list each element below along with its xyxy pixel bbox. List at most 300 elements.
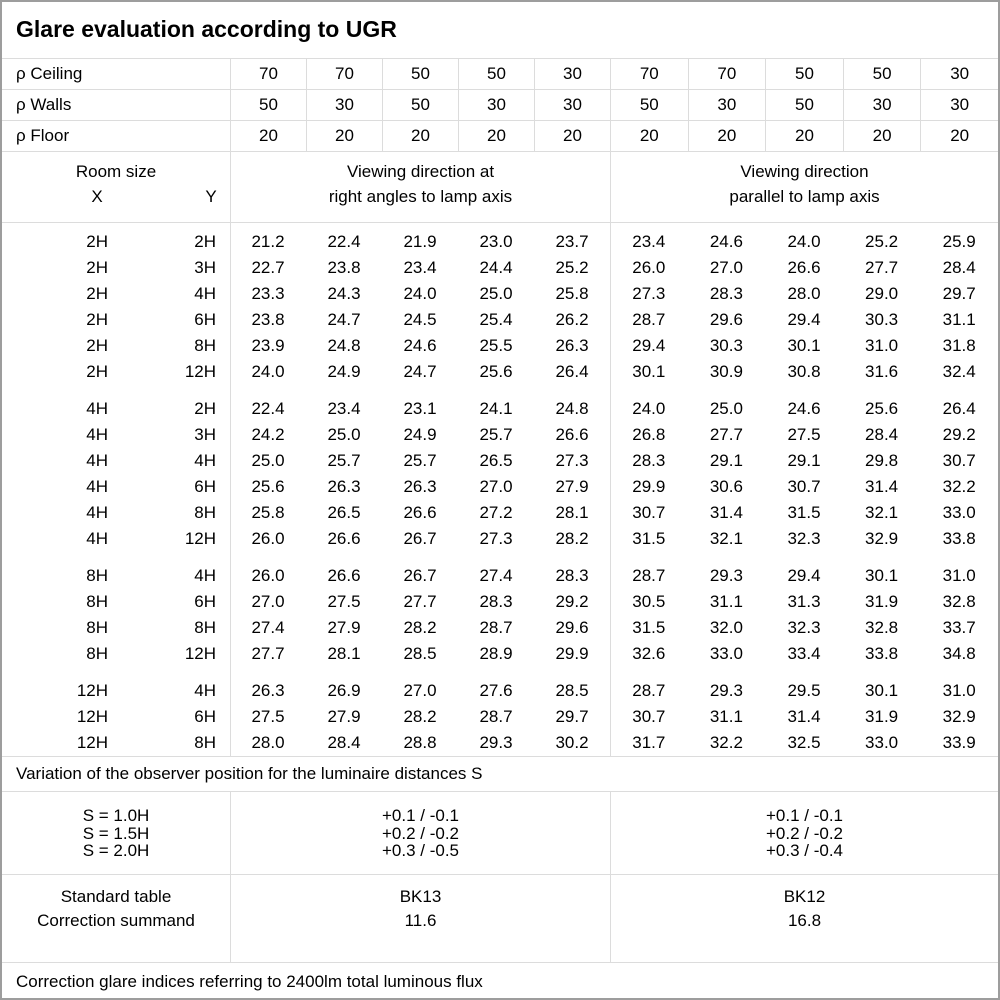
ugr-row	[2, 448, 998, 474]
ugr-value: 29.7	[555, 707, 589, 726]
s-right-angles-values	[230, 792, 610, 874]
reflectance-value: 20	[843, 121, 921, 151]
ugr-value: 33.8	[865, 644, 899, 663]
ugr-values-area	[2, 222, 998, 756]
ugr-row	[2, 307, 998, 333]
ugr-row	[2, 641, 998, 667]
ugr-value: 31.1	[709, 707, 743, 726]
room-x-value: 8H	[86, 592, 108, 611]
ugr-value: 29.2	[555, 592, 589, 611]
ugr-value: 27.5	[251, 707, 285, 726]
ugr-value: 29.5	[787, 681, 821, 700]
ugr-value: 28.5	[555, 681, 589, 700]
reflectance-value: 20	[688, 121, 766, 151]
ugr-value: 30.1	[787, 336, 821, 355]
reflectance-value: 20	[534, 121, 610, 151]
ugr-value: 27.6	[479, 681, 513, 700]
ugr-row	[2, 526, 998, 552]
reflectance-label: ρ Ceiling	[16, 64, 83, 83]
ugr-value: 30.7	[632, 707, 666, 726]
ugr-value: 22.4	[251, 399, 285, 418]
room-y-value: 8H	[194, 503, 216, 522]
ugr-value: 29.4	[787, 566, 821, 585]
ugr-value: 26.2	[555, 310, 589, 329]
reflectance-value: 20	[920, 121, 998, 151]
ugr-value: 25.0	[709, 399, 743, 418]
ugr-value: 28.7	[479, 618, 513, 637]
s-value: +0.1 / -0.1	[381, 806, 460, 825]
room-y-value: 4H	[194, 451, 216, 470]
room-y-value: 2H	[194, 232, 216, 251]
ugr-value: 24.6	[709, 232, 743, 251]
room-y-value: 2H	[194, 399, 216, 418]
ugr-value: 33.9	[942, 733, 976, 752]
reflectance-value: 50	[765, 59, 843, 89]
room-x-value: 12H	[76, 681, 108, 700]
ugr-value: 23.4	[403, 258, 437, 277]
ugr-value: 32.8	[942, 592, 976, 611]
ugr-value: 31.5	[632, 529, 666, 548]
room-y-value: 4H	[194, 284, 216, 303]
ugr-value: 26.6	[555, 425, 589, 444]
room-size-label: Room size	[75, 162, 157, 181]
ugr-value: 25.0	[327, 425, 361, 444]
room-x-value: 8H	[86, 566, 108, 585]
ugr-value: 26.5	[327, 503, 361, 522]
reflectance-value: 70	[610, 59, 688, 89]
ugr-value: 28.5	[403, 644, 437, 663]
ugr-value: 23.1	[403, 399, 437, 418]
reflectance-value: 20	[382, 121, 458, 151]
ugr-value: 26.0	[251, 566, 285, 585]
ugr-value: 26.8	[632, 425, 666, 444]
ugr-value: 29.8	[865, 451, 899, 470]
ugr-value: 33.7	[942, 618, 976, 637]
ugr-row	[2, 396, 998, 422]
reflectance-value: 30	[920, 90, 998, 120]
reflectance-value: 50	[843, 59, 921, 89]
ugr-value: 28.0	[251, 733, 285, 752]
ugr-value: 23.8	[251, 310, 285, 329]
ugr-value: 24.9	[327, 362, 361, 381]
ugr-value: 31.3	[787, 592, 821, 611]
ugr-value: 33.0	[709, 644, 743, 663]
ugr-value: 32.1	[865, 503, 899, 522]
ugr-value: 27.4	[479, 566, 513, 585]
table-header	[2, 151, 998, 222]
reflectance-value: 70	[688, 59, 766, 89]
ugr-row	[2, 500, 998, 526]
ugr-value: 23.4	[327, 399, 361, 418]
ugr-row	[2, 359, 998, 385]
s-value: +0.3 / -0.4	[765, 841, 844, 860]
room-x-value: 8H	[86, 618, 108, 637]
ugr-value: 31.8	[942, 336, 976, 355]
ugr-value: 30.1	[865, 566, 899, 585]
ugr-value: 32.9	[865, 529, 899, 548]
ugr-value: 32.1	[709, 529, 743, 548]
room-x-value: 2H	[86, 232, 108, 251]
s-value: +0.2 / -0.2	[765, 823, 844, 843]
reflectance-row	[2, 59, 998, 90]
ugr-value: 31.7	[632, 733, 666, 752]
s-labels-cell	[2, 792, 230, 874]
correction-summand-label: Correction summand	[37, 911, 195, 930]
standard-table-block	[2, 874, 998, 962]
room-x-value: 2H	[86, 336, 108, 355]
ugr-value: 28.3	[632, 451, 666, 470]
ugr-row	[2, 422, 998, 448]
ugr-value: 29.4	[787, 310, 821, 329]
ugr-value: 27.7	[403, 592, 437, 611]
ugr-row	[2, 730, 998, 756]
ugr-value: 28.3	[709, 284, 743, 303]
ugr-value: 29.6	[555, 618, 589, 637]
ugr-value: 23.3	[251, 284, 285, 303]
ugr-value: 27.5	[327, 592, 361, 611]
ugr-value: 30.2	[555, 733, 589, 752]
ugr-value: 34.8	[942, 644, 976, 663]
standard-parallel-values	[610, 875, 998, 962]
ugr-value: 22.7	[251, 258, 285, 277]
ugr-value: 22.4	[327, 232, 361, 251]
ugr-value: 31.5	[632, 618, 666, 637]
room-size-header	[2, 152, 230, 222]
ugr-value: 33.0	[942, 503, 976, 522]
ugr-value: 29.1	[787, 451, 821, 470]
reflectance-value: 30	[306, 90, 382, 120]
ugr-value: 25.6	[251, 477, 285, 496]
ugr-value: 27.9	[327, 618, 361, 637]
ugr-value: 28.0	[787, 284, 821, 303]
reflectance-value: 20	[458, 121, 534, 151]
ugr-value: 24.3	[327, 284, 361, 303]
ugr-value: 27.4	[251, 618, 285, 637]
ugr-value: 33.4	[787, 644, 821, 663]
ugr-value: 27.0	[709, 258, 743, 277]
ugr-value: 25.7	[479, 425, 513, 444]
reflectance-row	[2, 90, 998, 121]
ugr-value: 30.1	[865, 681, 899, 700]
reflectance-value: 50	[382, 90, 458, 120]
reflectance-value: 20	[765, 121, 843, 151]
ugr-value: 29.9	[555, 644, 589, 663]
ugr-value: 26.3	[251, 681, 285, 700]
ugr-value: 27.9	[327, 707, 361, 726]
reflectance-value: 30	[688, 90, 766, 120]
s-label: S = 1.0H	[82, 806, 150, 825]
ugr-value: 32.2	[942, 477, 976, 496]
ugr-value: 26.6	[327, 529, 361, 548]
ugr-value: 28.1	[327, 644, 361, 663]
reflectance-value: 30	[534, 59, 610, 89]
ugr-value: 27.9	[555, 477, 589, 496]
ugr-value: 25.6	[479, 362, 513, 381]
ugr-value: 29.2	[942, 425, 976, 444]
ugr-value: 31.0	[942, 681, 976, 700]
ugr-value: 30.7	[632, 503, 666, 522]
room-y-value: 4H	[194, 681, 216, 700]
ugr-value: 26.6	[403, 503, 437, 522]
ugr-value: 28.9	[479, 644, 513, 663]
ugr-value: 23.7	[555, 232, 589, 251]
room-y-value: 8H	[194, 336, 216, 355]
ugr-value: 24.8	[327, 336, 361, 355]
room-x-value: 4H	[86, 477, 108, 496]
standard-labels-cell	[2, 875, 230, 962]
room-x-value: 8H	[86, 644, 108, 663]
group-divider-line	[230, 223, 231, 756]
ugr-value: 33.8	[942, 529, 976, 548]
ugr-value: 29.4	[632, 336, 666, 355]
ugr-value: 30.3	[709, 336, 743, 355]
ugr-value: 27.7	[251, 644, 285, 663]
room-x-value: 4H	[86, 529, 108, 548]
ugr-value: 27.0	[479, 477, 513, 496]
ugr-row	[2, 474, 998, 500]
room-y-value: 6H	[194, 592, 216, 611]
ugr-value: 28.2	[403, 618, 437, 637]
ugr-value: 28.7	[632, 681, 666, 700]
room-y-value: 6H	[194, 707, 216, 726]
ugr-value: 29.1	[709, 451, 743, 470]
ugr-value: 26.7	[403, 529, 437, 548]
ugr-value: 23.4	[632, 232, 666, 251]
ugr-value: 27.3	[555, 451, 589, 470]
reflectance-value: 30	[458, 90, 534, 120]
ugr-value: 28.2	[403, 707, 437, 726]
room-x-value: 4H	[86, 503, 108, 522]
ugr-value: 24.7	[327, 310, 361, 329]
standard-table-value: BK13	[399, 887, 442, 906]
room-y-value: 12H	[184, 362, 216, 381]
variation-note: Variation of the observer position for the luminaire distances S	[2, 756, 998, 791]
ugr-value: 31.1	[942, 310, 976, 329]
ugr-value: 25.0	[479, 284, 513, 303]
right-angles-group-header	[230, 152, 610, 222]
reflectance-label: ρ Walls	[16, 95, 72, 114]
s-value: +0.3 / -0.5	[381, 841, 460, 860]
ugr-value: 24.6	[787, 399, 821, 418]
ugr-value: 30.7	[942, 451, 976, 470]
ugr-value: 31.5	[787, 503, 821, 522]
reflectance-value: 50	[610, 90, 688, 120]
ugr-value: 25.6	[865, 399, 899, 418]
ugr-value: 28.7	[632, 566, 666, 585]
ugr-value: 33.0	[865, 733, 899, 752]
room-y-value: 4H	[194, 566, 216, 585]
ugr-value: 29.3	[709, 566, 743, 585]
room-x-value: 2H	[86, 284, 108, 303]
ugr-value: 27.5	[787, 425, 821, 444]
s-label: S = 1.5H	[82, 823, 150, 843]
page-title: Glare evaluation according to UGR	[16, 16, 397, 42]
ugr-row	[2, 704, 998, 730]
ugr-row	[2, 563, 998, 589]
observer-variation-table	[2, 791, 998, 874]
ugr-value: 32.6	[632, 644, 666, 663]
ugr-value: 31.0	[865, 336, 899, 355]
ugr-value: 30.6	[709, 477, 743, 496]
ugr-value: 24.5	[403, 310, 437, 329]
ugr-value: 32.2	[709, 733, 743, 752]
ugr-value: 30.8	[787, 362, 821, 381]
ugr-value: 24.2	[251, 425, 285, 444]
ugr-value: 30.9	[709, 362, 743, 381]
room-y-value: 3H	[194, 258, 216, 277]
room-x-value: 12H	[76, 707, 108, 726]
ugr-value: 29.0	[865, 284, 899, 303]
ugr-value: 24.0	[251, 362, 285, 381]
ugr-value: 25.0	[251, 451, 285, 470]
ugr-value: 26.4	[942, 399, 976, 418]
ugr-value: 31.9	[865, 592, 899, 611]
ugr-value: 23.0	[479, 232, 513, 251]
ugr-value: 30.5	[632, 592, 666, 611]
correction-summand-value: 11.6	[404, 911, 437, 930]
ugr-value: 25.9	[942, 232, 976, 251]
group-divider-line	[610, 223, 611, 756]
room-y-value: 8H	[194, 618, 216, 637]
ugr-value: 28.7	[632, 310, 666, 329]
ugr-value: 25.2	[555, 258, 589, 277]
ugr-value: 31.6	[865, 362, 899, 381]
right-angles-header-line2: right angles to lamp axis	[328, 187, 513, 206]
standard-table-value: BK12	[783, 887, 826, 906]
ugr-value: 24.0	[787, 232, 821, 251]
ugr-value: 28.1	[555, 503, 589, 522]
ugr-value: 29.3	[479, 733, 513, 752]
ugr-value: 32.9	[942, 707, 976, 726]
ugr-value: 31.4	[709, 503, 743, 522]
ugr-value: 24.0	[403, 284, 437, 303]
reflectance-value: 70	[230, 59, 306, 89]
ugr-row	[2, 589, 998, 615]
parallel-header-line2: parallel to lamp axis	[729, 187, 880, 206]
s-parallel-values	[610, 792, 998, 874]
ugr-value: 27.2	[479, 503, 513, 522]
reflectance-value: 70	[306, 59, 382, 89]
ugr-value: 32.3	[787, 618, 821, 637]
reflectance-value: 50	[382, 59, 458, 89]
ugr-value: 26.9	[327, 681, 361, 700]
ugr-value: 26.6	[327, 566, 361, 585]
reflectance-value: 50	[765, 90, 843, 120]
ugr-value: 28.3	[479, 592, 513, 611]
ugr-value: 27.3	[479, 529, 513, 548]
ugr-value: 23.8	[327, 258, 361, 277]
standard-table-label: Standard table	[60, 887, 172, 906]
ugr-row	[2, 281, 998, 307]
ugr-value: 26.3	[403, 477, 437, 496]
ugr-value: 27.3	[632, 284, 666, 303]
ugr-value: 28.4	[327, 733, 361, 752]
room-x-value: 12H	[76, 733, 108, 752]
correction-summand-value: 16.8	[787, 911, 822, 930]
reflectance-value: 50	[230, 90, 306, 120]
room-y-value: 8H	[194, 733, 216, 752]
ugr-row	[2, 678, 998, 704]
ugr-value: 24.4	[479, 258, 513, 277]
ugr-value: 31.0	[942, 566, 976, 585]
ugr-rows	[2, 229, 998, 756]
ugr-value: 21.9	[403, 232, 437, 251]
ugr-value: 26.5	[479, 451, 513, 470]
ugr-value: 25.4	[479, 310, 513, 329]
ugr-value: 25.8	[555, 284, 589, 303]
ugr-value: 28.7	[479, 707, 513, 726]
footer-note: Correction glare indices referring to 2400lm total luminous flux	[2, 962, 998, 1000]
right-angles-header-line1: Viewing direction at	[346, 162, 495, 181]
ugr-value: 32.3	[787, 529, 821, 548]
ugr-block	[2, 563, 998, 667]
reflectance-value: 20	[306, 121, 382, 151]
ugr-value: 24.1	[479, 399, 513, 418]
standard-right-angles-values	[230, 875, 610, 962]
ugr-value: 25.7	[327, 451, 361, 470]
ugr-value: 32.8	[865, 618, 899, 637]
room-x-value: 2H	[86, 258, 108, 277]
ugr-value: 28.2	[555, 529, 589, 548]
y-axis-label: Y	[205, 187, 217, 206]
room-y-value: 3H	[194, 425, 216, 444]
ugr-value: 28.8	[403, 733, 437, 752]
reflectance-value: 30	[534, 90, 610, 120]
s-value: +0.2 / -0.2	[381, 823, 460, 843]
ugr-value: 26.3	[327, 477, 361, 496]
reflectance-row	[2, 121, 998, 151]
room-y-value: 12H	[184, 529, 216, 548]
ugr-value: 26.4	[555, 362, 589, 381]
ugr-value: 24.8	[555, 399, 589, 418]
parallel-group-header	[610, 152, 998, 222]
ugr-value: 28.3	[555, 566, 589, 585]
ugr-value: 29.3	[709, 681, 743, 700]
room-y-value: 6H	[194, 477, 216, 496]
ugr-value: 25.7	[403, 451, 437, 470]
ugr-value: 24.9	[403, 425, 437, 444]
reflectance-table	[2, 58, 998, 151]
ugr-row	[2, 615, 998, 641]
reflectance-value: 20	[230, 121, 306, 151]
reflectance-value: 30	[920, 59, 998, 89]
room-x-value: 4H	[86, 425, 108, 444]
ugr-value: 30.3	[865, 310, 899, 329]
ugr-value: 26.3	[555, 336, 589, 355]
room-x-value: 2H	[86, 310, 108, 329]
reflectance-label: ρ Floor	[16, 126, 70, 145]
room-x-value: 2H	[86, 362, 108, 381]
ugr-value: 27.0	[403, 681, 437, 700]
ugr-value: 32.0	[709, 618, 743, 637]
ugr-value: 24.7	[403, 362, 437, 381]
ugr-value: 30.1	[632, 362, 666, 381]
parallel-header-line1: Viewing direction	[740, 162, 869, 181]
ugr-value: 28.4	[942, 258, 976, 277]
ugr-value: 32.5	[787, 733, 821, 752]
ugr-block	[2, 229, 998, 385]
ugr-value: 28.4	[865, 425, 899, 444]
ugr-value: 26.6	[787, 258, 821, 277]
ugr-value: 27.0	[251, 592, 285, 611]
room-y-value: 12H	[184, 644, 216, 663]
ugr-value: 26.7	[403, 566, 437, 585]
s-label: S = 2.0H	[82, 841, 150, 860]
reflectance-value: 30	[843, 90, 921, 120]
ugr-value: 27.7	[865, 258, 899, 277]
ugr-row	[2, 229, 998, 255]
ugr-value: 27.7	[709, 425, 743, 444]
